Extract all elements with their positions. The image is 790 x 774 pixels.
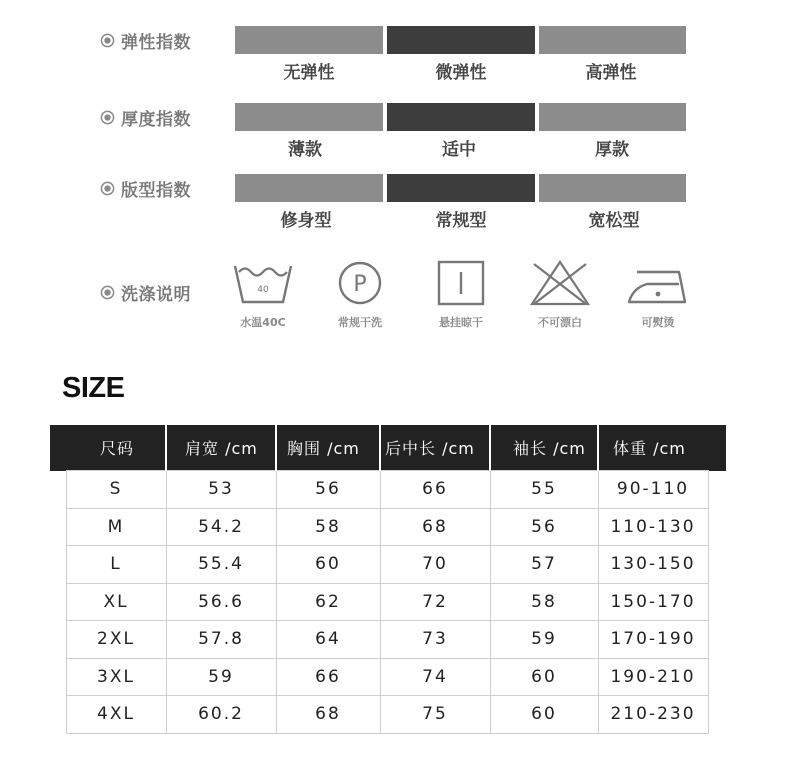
thickness-option-medium: 适中 (442, 140, 476, 160)
table-row (50, 696, 726, 734)
care-item-iron (613, 258, 703, 330)
dry-clean-p-icon (335, 258, 385, 308)
care-item-hang-dry (416, 258, 506, 330)
cell-sleeve: 56 (490, 508, 598, 546)
care-caption: 不可漂白 (538, 316, 582, 329)
header-weight: 体重 /cm (598, 425, 708, 471)
care-caption: 可熨烫 (641, 316, 675, 329)
fit-label: 版型指数 (100, 174, 191, 202)
thickness-bar-thick (539, 103, 686, 131)
svg-text:P: P (353, 272, 367, 297)
table-row (50, 583, 726, 621)
cell-weight: 130-150 (598, 546, 708, 584)
cell-weight: 190-210 (598, 658, 708, 696)
cell-shoulder: 55.4 (166, 546, 276, 584)
cell-chest: 58 (276, 508, 380, 546)
elasticity-index (0, 26, 790, 86)
header-chest: 胸围 /cm (276, 425, 380, 471)
cell-chest: 66 (276, 658, 380, 696)
iron-icon (625, 258, 691, 308)
cell-shoulder: 53 (166, 471, 276, 509)
no-bleach-icon (528, 258, 592, 308)
cell-shoulder: 54.2 (166, 508, 276, 546)
care-caption: 悬挂晾干 (439, 316, 483, 329)
circle-bullet-icon (100, 110, 115, 125)
size-table (50, 425, 726, 734)
fit-bar-regular (387, 174, 535, 202)
header-sleeve: 袖长 /cm (490, 425, 598, 471)
table-row (50, 658, 726, 696)
fit-option-loose: 宽松型 (588, 211, 640, 231)
care-item-dry-clean (315, 258, 405, 330)
elasticity-bar-slight (387, 26, 535, 54)
care-item-wash (218, 258, 308, 330)
cell-back-length: 70 (380, 546, 490, 584)
circle-bullet-icon (100, 181, 115, 196)
fit-option-slim: 修身型 (280, 211, 332, 231)
elasticity-bar-high (539, 26, 686, 54)
cell-chest: 56 (276, 471, 380, 509)
cell-size: M (66, 508, 166, 546)
elasticity-option-none: 无弹性 (283, 63, 335, 83)
cell-shoulder: 57.8 (166, 621, 276, 659)
cell-size: L (66, 546, 166, 584)
table-row (50, 508, 726, 546)
cell-shoulder: 60.2 (166, 696, 276, 734)
thickness-bar-thin (235, 103, 383, 131)
header-size: 尺码 (66, 425, 166, 471)
cell-weight: 210-230 (598, 696, 708, 734)
cell-size: 2XL (66, 621, 166, 659)
care-caption: 水温40C (240, 316, 286, 329)
table-row (50, 621, 726, 659)
cell-chest: 64 (276, 621, 380, 659)
cell-shoulder: 56.6 (166, 583, 276, 621)
thickness-label: 厚度指数 (100, 103, 191, 131)
fit-index (0, 174, 790, 234)
svg-text:40: 40 (257, 285, 269, 295)
care-instructions (0, 258, 790, 338)
size-title: SIZE (62, 372, 125, 404)
cell-sleeve: 60 (490, 696, 598, 734)
hang-dry-icon (436, 258, 486, 308)
header-shoulder: 肩宽 /cm (166, 425, 276, 471)
cell-shoulder: 59 (166, 658, 276, 696)
elasticity-option-slight: 微弹性 (435, 63, 487, 83)
cell-size: XL (66, 583, 166, 621)
circle-bullet-icon (100, 33, 115, 48)
care-caption: 常规干洗 (338, 316, 382, 329)
fit-bar-slim (235, 174, 383, 202)
cell-chest: 62 (276, 583, 380, 621)
cell-back-length: 75 (380, 696, 490, 734)
fit-option-regular: 常规型 (435, 211, 487, 231)
cell-sleeve: 57 (490, 546, 598, 584)
wash-40c-icon (231, 258, 295, 308)
fit-bar-loose (539, 174, 686, 202)
elasticity-bar-none (235, 26, 383, 54)
table-row (50, 471, 726, 509)
thickness-option-thick: 厚款 (595, 140, 629, 160)
cell-weight: 150-170 (598, 583, 708, 621)
cell-weight: 170-190 (598, 621, 708, 659)
circle-bullet-icon (100, 285, 115, 300)
cell-back-length: 73 (380, 621, 490, 659)
cell-back-length: 72 (380, 583, 490, 621)
cell-sleeve: 60 (490, 658, 598, 696)
care-item-no-bleach (515, 258, 605, 330)
table-row (50, 546, 726, 584)
cell-back-length: 68 (380, 508, 490, 546)
cell-size: 3XL (66, 658, 166, 696)
cell-weight: 90-110 (598, 471, 708, 509)
cell-chest: 68 (276, 696, 380, 734)
care-label: 洗涤说明 (100, 278, 191, 306)
cell-size: S (66, 471, 166, 509)
cell-back-length: 74 (380, 658, 490, 696)
thickness-index (0, 103, 790, 163)
header-back-length: 后中长 /cm (380, 425, 490, 471)
thickness-option-thin: 薄款 (288, 140, 322, 160)
cell-weight: 110-130 (598, 508, 708, 546)
table-header-row (50, 425, 726, 471)
cell-sleeve: 58 (490, 583, 598, 621)
elasticity-label: 弹性指数 (100, 26, 191, 54)
cell-chest: 60 (276, 546, 380, 584)
thickness-bar-medium (387, 103, 535, 131)
elasticity-option-high: 高弹性 (585, 63, 637, 83)
cell-sleeve: 59 (490, 621, 598, 659)
cell-size: 4XL (66, 696, 166, 734)
cell-back-length: 66 (380, 471, 490, 509)
cell-sleeve: 55 (490, 471, 598, 509)
